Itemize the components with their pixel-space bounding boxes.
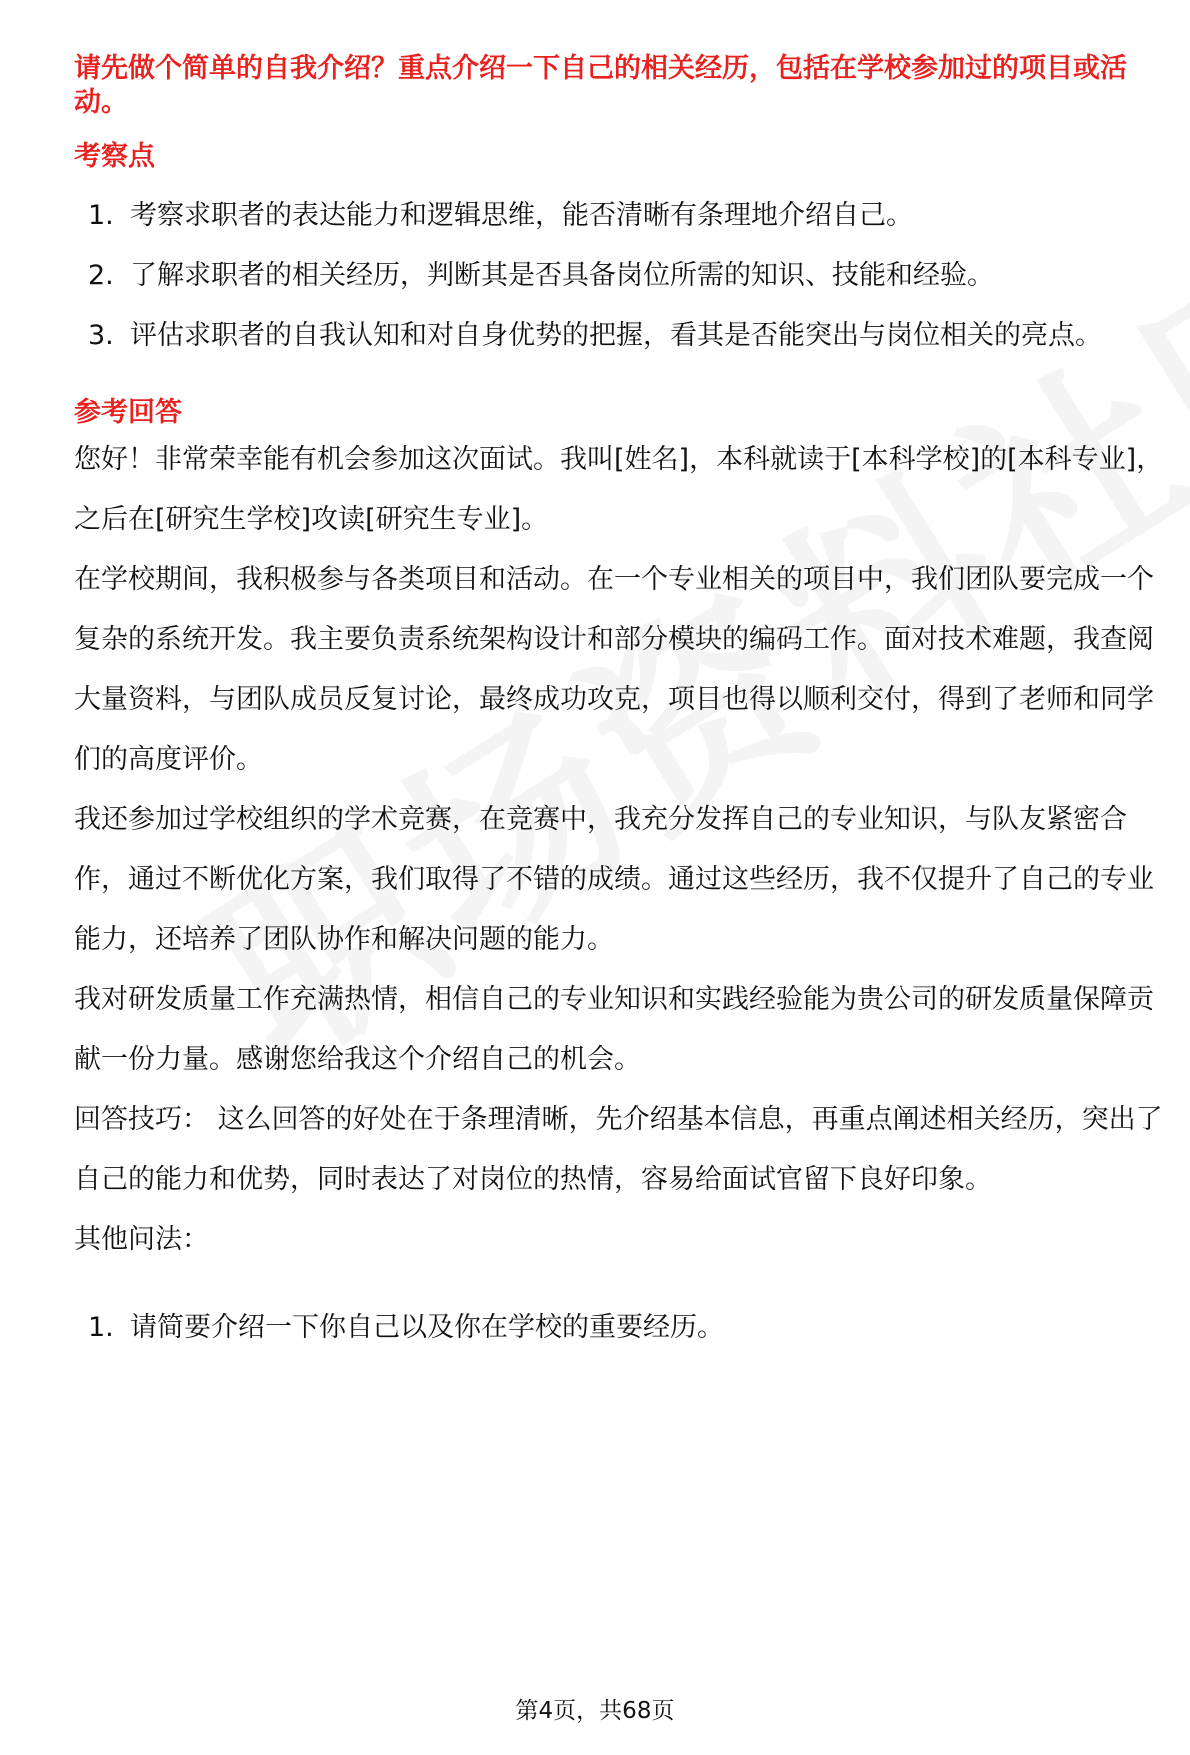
list-number: 3. [88,320,114,351]
list-item-text: 考察求职者的表达能力和逻辑思维，能否清晰有条理地介绍自己。 [130,200,913,231]
answer-paragraph-2: 在学校期间，我积极参与各类项目和活动。在一个专业相关的项目中，我们团队要完成一个复杂的系统开发。我主要负责系统架构设计和部分模块的编码工作。面对技术难题，我查阅大量资料，与团队成员反复讨论，最终成功攻克，项目也得以顺利交付，得到了老师和同学们的高度评价。 [74,564,1154,775]
answer-paragraph-3: 我还参加过学校组织的学术竞赛，在竞赛中，我充分发挥自己的专业知识，与队友紧密合作，通过不断优化方案，我们取得了不错的成绩。通过这些经历，我不仅提升了自己的专业能力，还培养了团队协作和解决问题的能力。 [74,804,1154,955]
list-item [74,1298,1164,1358]
list-number: 2. [88,260,114,291]
answer-paragraph-1: 您好！非常荣幸能有机会参加这次面试。我叫[姓名]，本科就读于[本科学校]的[本科专业]，之后在[研究生学校]攻读[研究生专业]。 [74,444,1164,535]
list-item [74,246,1164,306]
list-item-text: 了解求职者的相关经历，判断其是否具备岗位所需的知识、技能和经验。 [130,260,994,291]
others-list [74,1298,1164,1358]
answer-paragraph-4: 我对研发质量工作充满热情，相信自己的专业知识和实践经验能为贵公司的研发质量保障贡献一份力量。感谢您给我这个介绍自己的机会。 [74,984,1154,1075]
list-item-text: 评估求职者的自我认知和对自身优势的把握，看其是否能突出与岗位相关的亮点。 [130,320,1102,351]
question-title: 请先做个简单的自我介绍？重点介绍一下自己的相关经历，包括在学校参加过的项目或活动。 [74,53,1127,118]
heading-cankao: 参考回答 [74,397,182,428]
others-title: 其他问法： [74,1224,209,1255]
list-item-text: 请简要介绍一下你自己以及你在学校的重要经历。 [130,1312,724,1343]
answer-tips: 回答技巧： 这么回答的好处在于条理清晰，先介绍基本信息，再重点阐述相关经历，突出了自己的能力和优势，同时表达了对岗位的热情，容易给面试官留下良好印象。 [74,1104,1163,1195]
page-content [74,52,1164,1358]
list-number: 1. [88,200,114,231]
heading-kaocha: 考察点 [74,141,155,172]
list-number: 1. [88,1312,114,1343]
list-item [74,306,1164,366]
page-footer: 第4页，共68页 [515,1698,675,1724]
kaocha-points-list [74,186,1164,366]
list-item [74,186,1164,246]
